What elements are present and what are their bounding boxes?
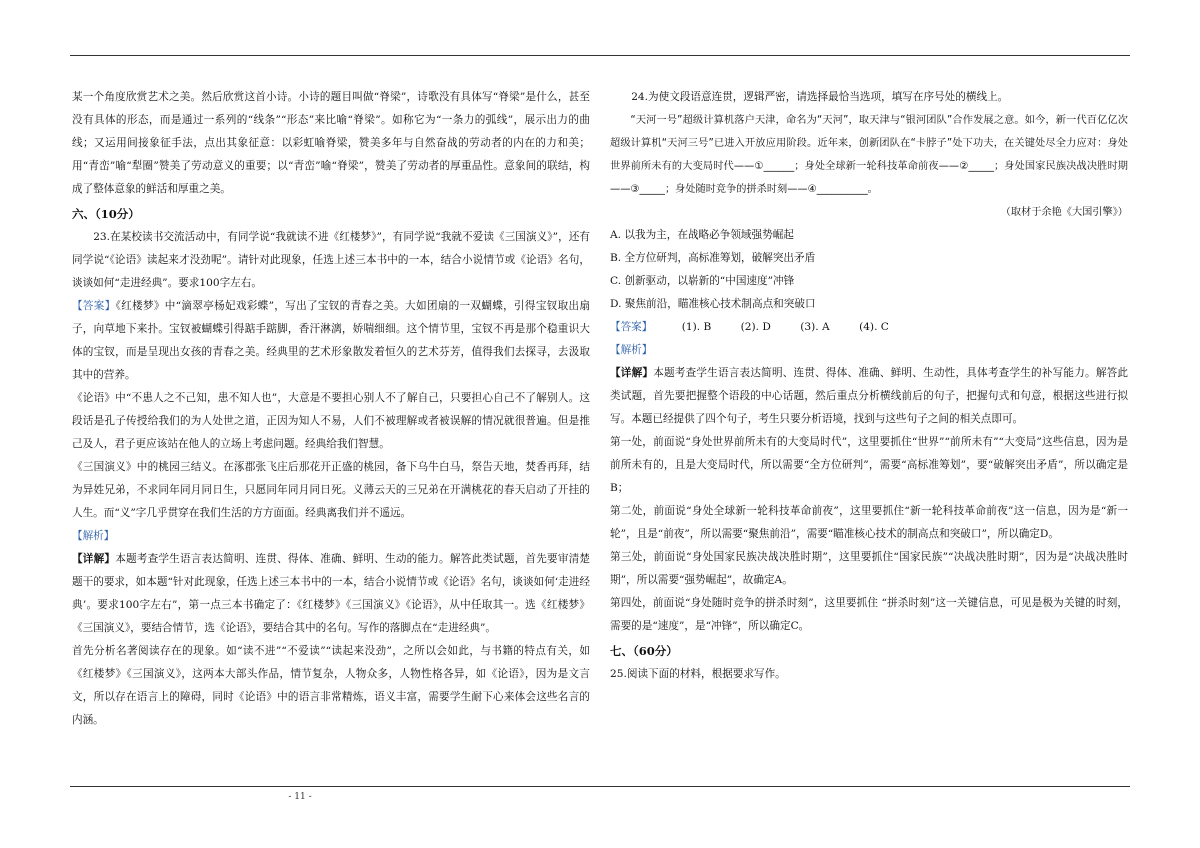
answer-3: (3). A [800, 321, 830, 333]
analysis-point-2: 第二处，前面说“身处全球新一轮科技革命前夜”，这里要抓住“新一轮科技革命前夜”这一信息，因为是“新一轮”，且是“前夜”，所以需要“聚焦前沿”，需要“瞄准核心技术的制高点和突破口”，所以确定D。 [610, 505, 1128, 540]
passage: “天河一号”超级计算机落户天津，命名为“天河”，取天津与“银河团队”合作发展之意。如今，新一代百亿亿次超级计算机“天河三号”已进入开放应用阶段。近年来，创新团队在“卡脖子”处下功夫，在关键处尽全力应对：身处世界前所未有的大变局时代——①______；身处全球新一轮科技革命前夜——②_____；身处国家民族决战决胜时期——③_____；身处随时竞争的拼杀时刻——④__________。 [610, 115, 1128, 195]
section-seven-heading: 七、（60分） [610, 644, 678, 658]
analysis-tag: 【解析】 [610, 344, 653, 356]
option-c: C. 创新驱动，以崭新的“中国速度”冲锋 [610, 275, 795, 287]
answer-tag: 【答案】 [610, 321, 653, 333]
answer-4: (4). C [859, 321, 889, 333]
left-column [72, 86, 590, 732]
page-number: - 11 - [288, 792, 312, 802]
option-b: B. 全方位研判，高标准筹划，破解突出矛盾 [610, 252, 816, 264]
detail-tag: 【详解】 [610, 367, 654, 379]
answer-paragraph-lunyu: 《论语》中“不患人之不己知，患不知人也”，大意是不要担心别人不了解自己，只要担心自己不了解别人。这段话是孔子传授给我们的为人处世之道，正因为知人不易，人们不被理解或者被误解的情况就很普遍。但是推己及人，君子更应该站在他人的立场上考虑问题。经典给我们智慧。 [72, 392, 590, 450]
analysis-tag: 【解析】 [72, 530, 115, 542]
passage-source: （取材于余艳《大国引擎》） [1000, 207, 1128, 218]
option-d: D. 聚焦前沿，瞄准核心技术制高点和突破口 [610, 298, 816, 310]
intro-paragraph: 某一个角度欣赏艺术之美。然后欣赏这首小诗。小诗的题目叫做“脊梁”，诗歌没有具体写“脊梁”是什么，甚至没有具体的形态，而是通过一系列的“线条”“形态”来比喻“脊梁”。如称它为“一条力的弧线”，展示出力的曲线；又运用间接象征手法，点出其象征意：以彩虹喻脊梁，赞美多年与自然奋战的劳动者的内在的力和美；用“青峦”喻“犁圈”赞美了劳动意义的重要；以“青峦”喻“脊梁”，赞美了劳动者的厚重品性。意象间的联结，构成了整体意象的鲜活和厚重之美。 [72, 91, 590, 195]
question-25: 25.阅读下面的材料，根据要求写作。 [610, 668, 786, 680]
analysis-point-4: 第四处，前面说“身处随时竞争的拼杀时刻”，这里要抓住 “拼杀时刻”这一关键信息，可见是极为关键的时刻，需要的是“速度”，是“冲锋”，所以确定C。 [610, 597, 1128, 632]
detail-paragraph-2: 首先分析名著阅读存在的现象。如“读不进”“不爱读”“读起来没劲”，之所以会如此，与书籍的特点有关，如《红楼梦》《三国演义》，这两本大部头作品，情节复杂，人物众多，人物性格各异，如《论语》，因为是文言文，所以存在语言上的障碍，同时《论语》中的语言非常精炼，语义丰富，需要学生耐下心来体会这些名言的内涵。 [72, 645, 590, 726]
footer-rule [70, 786, 1130, 787]
header-rule [70, 55, 1130, 56]
answer-2: (2). D [740, 321, 771, 333]
right-column [610, 86, 1128, 686]
section-six-heading: 六、（10分） [72, 207, 140, 221]
detail-tag: 【详解】 [72, 553, 116, 565]
answer-text: 《红楼梦》中“滴翠亭杨妃戏彩蝶”，写出了宝钗的青春之美。大如团扇的一双蝴蝶，引得宝钗取出扇子，向草地下来扑。宝钗被蝴蝶引得踮手踮脚，香汗淋漓，娇喘细细。这个情节里，宝钗不再是那个稳重识大体的宝钗，而是呈现出女孩的青春之美。经典里的艺术形象散发着恒久的艺术芬芳，值得我们去探寻，去汲取其中的营养。 [72, 300, 591, 381]
analysis-point-3: 第三处，前面说“身处国家民族决战决胜时期”，这里要抓住“国家民族”“决战决胜时期”，因为是“决战决胜时期”，所以需要“强势崛起”，故确定A。 [610, 551, 1128, 586]
detail-text: 本题考查学生语言表达简明、连贯、得体、准确、鲜明、生动的能力。解答此类试题，首先要审清楚题干的要求，如本题“针对此现象，任选上述三本书中的一本，结合小说情节或《论语》名句，谈谈如何‘走进经典’。要求100字左右”，第一点三本书确定了：《红楼梦》《三国演义》《论语》，从中任取其一。选《红楼梦》《三国演义》，要结合情节，选《论语》，要结合其中的名句。写作的落脚点在“走进经典”。 [72, 553, 590, 634]
question-23: 23.在某校读书交流活动中，有同学说“我就读不进《红楼梦》”，有同学说“我就不爱读《三国演义》”，还有同学说“《论语》读起来才没劲呢”。请针对此现象，任选上述三本书中的一本，结合小说情节或《论语》名句，谈谈如何“走进经典”。要求100字左右。 [72, 231, 590, 289]
answer-tag: 【答案】 [72, 300, 116, 312]
option-a: A. 以我为主，在战略必争领域强势崛起 [610, 229, 794, 241]
analysis-point-1: 第一处，前面说“身处世界前所未有的大变局时代”，这里要抓住“世界”“前所未有”“大变局”这些信息，因为是前所未有的，且是大变局时代，所以需要“全方位研判”，需要“高标准筹划”，要“破解突出矛盾”，所以确定是B； [610, 436, 1128, 494]
answer-1: (1). B [681, 321, 712, 333]
question-24: 24.为使文段语意连贯，逻辑严密，请选择最恰当选项，填写在序号处的横线上。 [631, 91, 1009, 103]
detail-text: 本题考查学生语言表达简明、连贯、得体、准确、鲜明、生动性，具体考查学生的补写能力。解答此类试题，首先要把握整个语段的中心话题，然后重点分析横线前后的句子，把握句式和句意，根据这些进行拟写。本题已经提供了四个句子，考生只要分析语境，找到与这些句子之间的相关点即可。 [610, 367, 1128, 425]
answer-paragraph-sanguo: 《三国演义》中的桃园三结义。在涿郡张飞庄后那花开正盛的桃园，备下乌牛白马，祭告天地，焚香再拜，结为异姓兄弟，不求同年同月同日生，只愿同年同月同日死。义薄云天的三兄弟在开满桃花的春天启动了开挂的人生。而“义”字几乎贯穿在我们生活的方方面面。经典离我们并不遥远。 [72, 461, 590, 519]
